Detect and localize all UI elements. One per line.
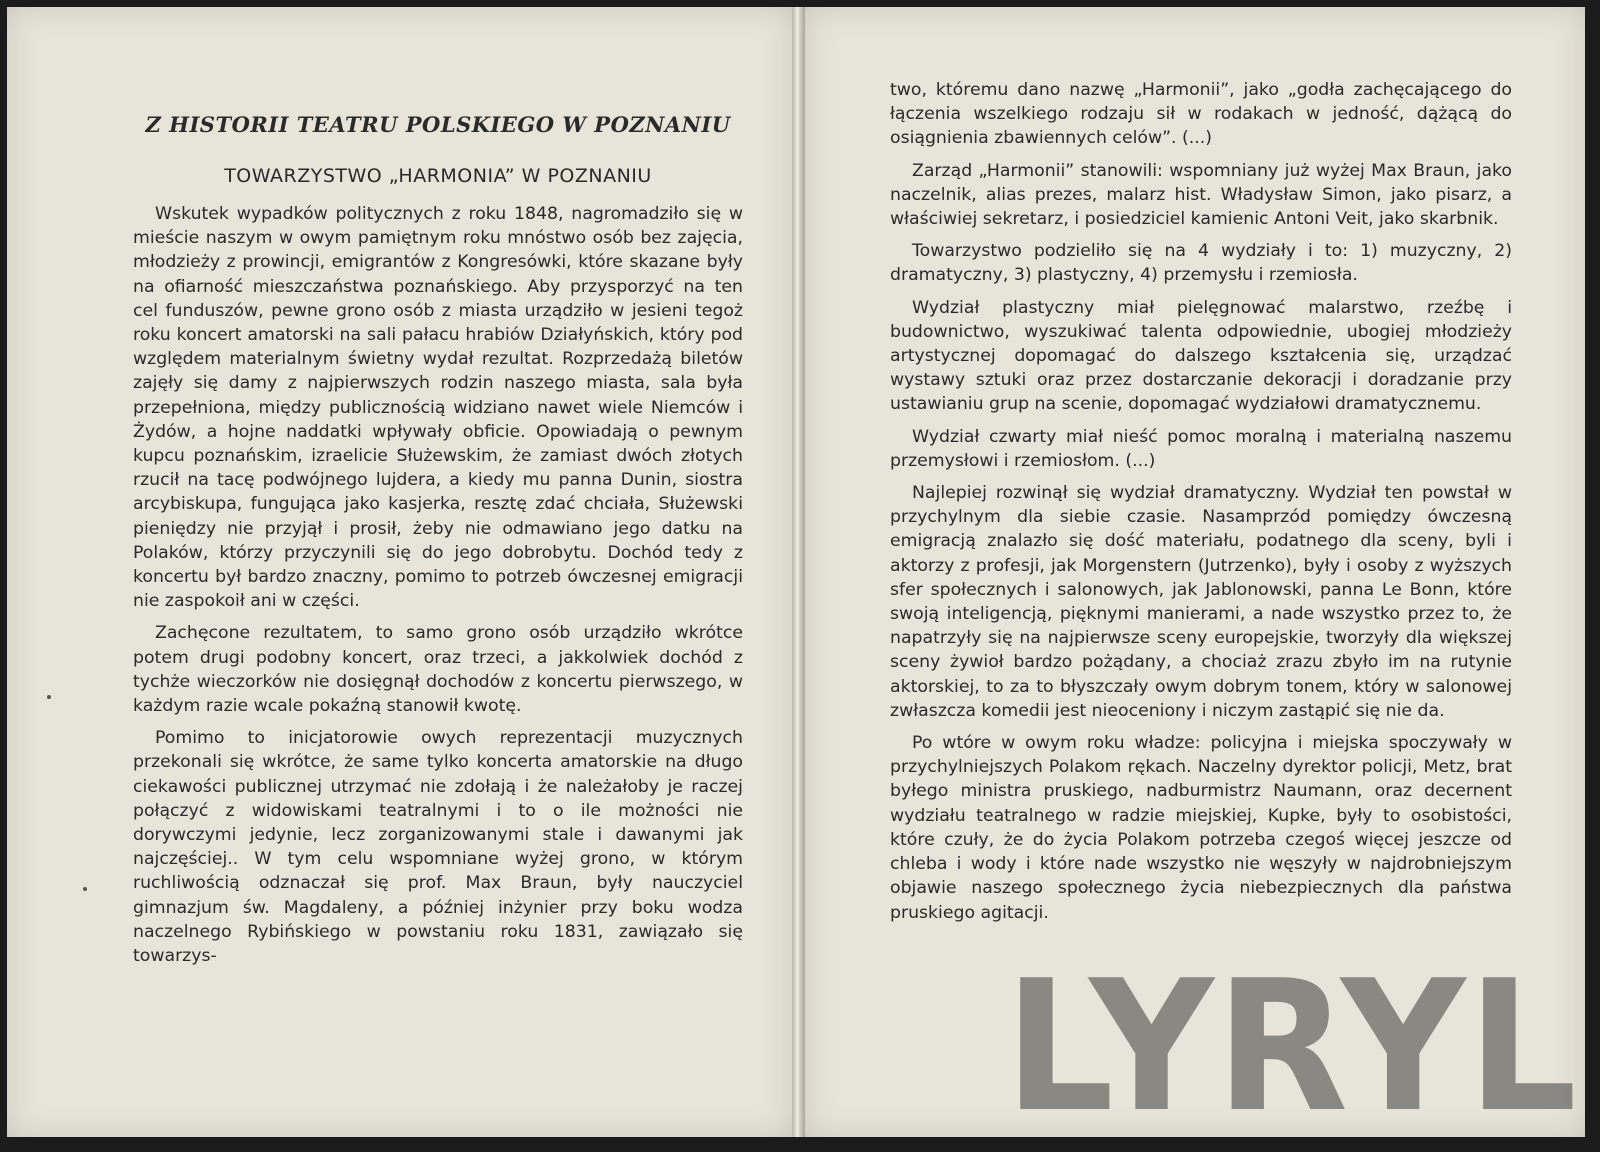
- watermark-logo: LYRYL: [1004, 940, 1579, 1152]
- paragraph: Najlepiej rozwinął się wydział dramatyczny. Wydział ten powstał w przychylnym dla siebie czasie. Nasamprzód pomiędzy ówczesną emigracją znalazło się dość materiału, podatnego dla sceny, byli i aktorzy z profesji, jak Morgenstern (Jutrzenko), były i osoby z wyższych sfer społecznych i salonowych, jak Jablonowski, panna Le Bonn, które swoją inteligencją, pięknymi manierami, a nade wszystko przez to, że napatrzyły się na najpierwsze sceny europejskie, tworzyły dla większej sceny żywioł bardzo pożądany, a chociaż zrazu zbyło im na rutynie aktorskiej, to za to błyszczały owym dobrym tonem, który w salonowej zwłaszcza komedii jest nieoceniony i niczym zastąpić się nie da.: [890, 483, 1512, 721]
- book-gutter: [792, 7, 805, 1137]
- paragraph: Pomimo to inicjatorowie owych reprezentacji muzycznych przekonali się wkrótce, że same tylko koncerta amatorskie na długo ciekawości publicznej utrzymać nie zdołają i że należałoby je raczej połączyć z widowiskami teatralnymi i to o ile możności nie dorywczymi jedynie, lecz zorganizowanymi stale i dawanymi jak najczęściej.. W tym celu wspomniane wyżej grono, w którym ruchliwością odznaczał się prof. Max Braun, były nauczyciel gimnazjum św. Magdaleny, a później inżynier przy boku wodza naczelnego Rybińskiego w powstaniu roku 1831, zawiązało się towarzys-: [133, 728, 743, 967]
- paragraph: Po wtóre w owym roku władze: policyjna i miejska spoczywały w przychylniejszych Polakom rękach. Naczelny dyrektor policji, Metz, brat byłego ministra pruskiego, nadburmistrz Naumann, oraz decernent wydziału teatralnego w radzie miejskiej, Kupke, były to osobistości, które czuły, że do życia Polakom potrzeba czegoś więcej jeszcze od chleba i wody i które nade wszystko nie węszyły w najdrobniejszym objawie naszego społecznego życia niebezpiecznych dla państwa pruskiego agitacji.: [890, 733, 1512, 923]
- paragraph: Wydział plastyczny miał pielęgnować malarstwo, rzeźbę i budownictwo, wyszukiwać talenta odpowiednie, ubogiej młodzieży artystycznej dopomagać do dalszego kształcenia się, urządzać wystawy sztuki oraz przez dostarczanie dekoracji i doradzanie przy ustawianiu grup na scenie, dopomagać wydziałowi dramatycznemu.: [890, 297, 1512, 415]
- left-text-column: [133, 110, 743, 976]
- paper-speck: [83, 887, 87, 891]
- paragraph: Zachęcone rezultatem, to samo grono osób urządziło wkrótce potem drugi podobny koncert, oraz trzeci, a jakkolwiek dochód z tychże wieczorków nie dosięgnął dochodów z koncertu pierwszego, w każdym razie wcale pokaźną stanowił kwotę.: [133, 623, 743, 717]
- paragraph: Wskutek wypadków politycznych z roku 1848, nagromadziło się w mieście naszym w owym pamiętnym roku mnóstwo osób bez zajęcia, młodzieży z prowincji, emigrantów z Kongresówki, które skazane były na ofiarność mieszczaństwa poznańskiego. Aby przysporzyć na ten cel funduszów, pewne grono osób z miasta urządziło w jesieni tegoż roku koncert amatorski na sali pałacu hrabiów Działyńskich, który pod względem materialnym świetny wydał rezultat. Rozprzedażą biletów zajęły się damy z najpierwszych rodzin naszego miasta, sala była przepełniona, między publicznością widziano nawet wiele Niemców i Żydów, a hojne naddatki wpływały obficie. Opowiadają o pewnym kupcu poznańskim, izraelicie Służewskim, że zamiast dwóch złotych rzucił na tacę podwójnego lujdera, a kiedy mu panna Dunin, siostra arcybiskupa, fungująca jako kasjerka, resztę zdać chciała, Służewski pieniędzy nie przyjął i prosił, żeby nie odmawiano jego datku na Polaków, którzy przyczynili się do jego dobrobytu. Dochód tedy z koncertu był bardzo znaczny, pomimo to potrzeb ówczesnej emigracji nie zaspokoił ani w części.: [133, 204, 743, 612]
- paragraph: Towarzystwo podzieliło się na 4 wydziały i to: 1) muzyczny, 2) dramatyczny, 3) plastyczny, 4) przemysłu i rzemiosła.: [890, 241, 1512, 286]
- paragraph: two, któremu dano nazwę „Harmonii”, jako „godła zachęcającego do łączenia wszelkiego rodzaju sił w rodakach w jedność, dążącą do osiągnienia zbawiennych celów”. (...): [890, 80, 1512, 149]
- section-title: TOWARZYSTWO „HARMONIA” W POZNANIU: [224, 165, 652, 187]
- paragraph: Wydział czwarty miał nieść pomoc moralną i materialną naszemu przemysłowi i rzemiosłom. (...): [890, 426, 1512, 471]
- page-title: Z HISTORII TEATRU POLSKIEGO W POZNANIU: [145, 112, 731, 137]
- book-spread: [7, 7, 1593, 1152]
- right-text-column: [890, 78, 1512, 933]
- paragraph: Zarząd „Harmonii” stanowili: wspomniany już wyżej Max Braun, jako naczelnik, alias prezes, malarz hist. Władysław Simon, jako pisarz, a właściwiej sekretarz, i posiedziciel kamienic Antoni Veit, jako skarbnik.: [890, 160, 1512, 230]
- right-page: [805, 7, 1585, 1152]
- left-page: [7, 7, 792, 1137]
- paper-speck: [47, 695, 51, 699]
